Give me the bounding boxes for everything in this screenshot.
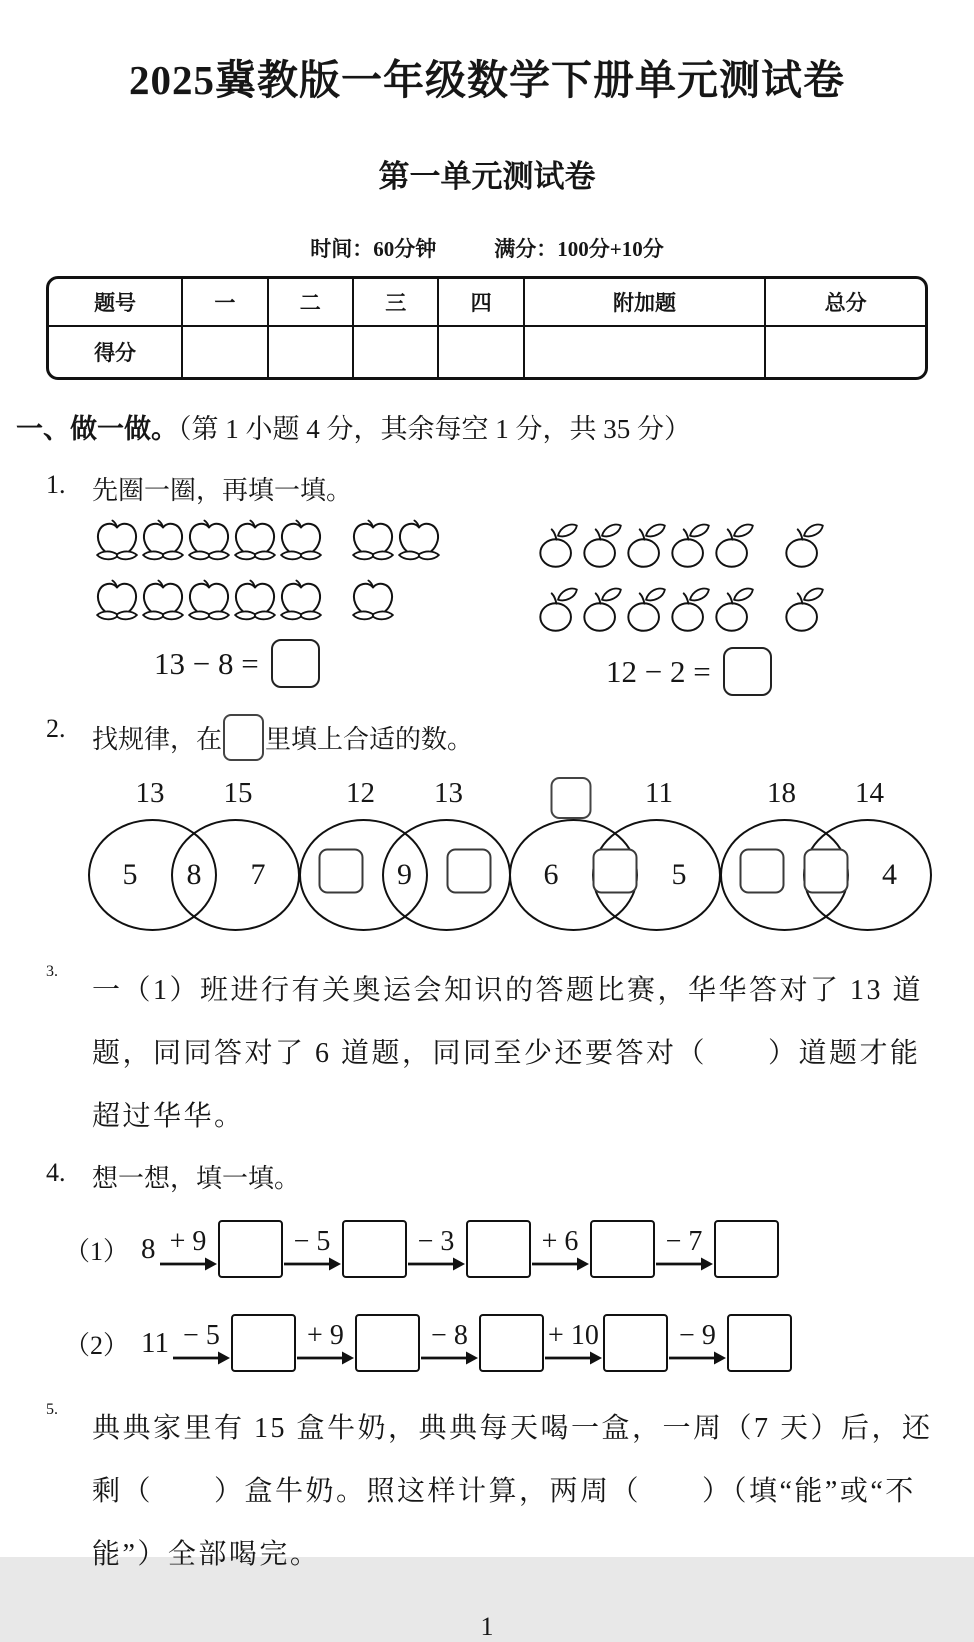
question-1-figure bbox=[16, 519, 958, 696]
apple-figure bbox=[486, 519, 958, 696]
venn-label: 12 bbox=[346, 777, 375, 810]
peach-icon bbox=[94, 519, 140, 565]
fruit-row bbox=[94, 579, 486, 625]
venn-diagram bbox=[299, 775, 510, 945]
score-table bbox=[49, 279, 925, 377]
fruit-group bbox=[94, 579, 324, 625]
question-4-text: 想一想，填一填。 bbox=[92, 1164, 301, 1194]
peach-icon bbox=[94, 579, 140, 625]
apple-icon bbox=[668, 519, 712, 569]
fill-box bbox=[803, 849, 848, 894]
venn-diagrams bbox=[16, 761, 958, 939]
question-1-number: 1. bbox=[46, 470, 66, 500]
answer-box bbox=[271, 639, 320, 688]
score-table-header-cell: 题号 bbox=[49, 279, 182, 326]
question-4 bbox=[16, 1158, 958, 1195]
score-row-label: 得分 bbox=[49, 326, 182, 377]
apple-icon bbox=[668, 583, 712, 633]
fruit-group bbox=[782, 519, 826, 569]
arrow-icon bbox=[656, 1256, 713, 1271]
arrow-icon bbox=[532, 1256, 589, 1271]
question-4-number: 4. bbox=[46, 1158, 66, 1188]
question-2-text-after: 里填上合适的数。 bbox=[265, 725, 474, 755]
apple-rows bbox=[536, 519, 958, 633]
operation-label: − 9 bbox=[679, 1319, 716, 1351]
answer-box bbox=[727, 1314, 792, 1372]
operation-label: − 5 bbox=[183, 1319, 220, 1351]
venn-label: 13 bbox=[434, 777, 463, 810]
operation-arrow bbox=[297, 1321, 354, 1365]
fruit-group bbox=[536, 583, 756, 633]
question-3-text bbox=[92, 959, 958, 1148]
answer-box bbox=[723, 647, 772, 696]
text-line: 典典家里有 15 盒牛奶，典典每天喝一盒，一周（7 天）后，还 bbox=[92, 1413, 933, 1445]
peach-icon bbox=[232, 579, 278, 625]
score-table-header-cell: 二 bbox=[268, 279, 353, 326]
operation-label: + 9 bbox=[307, 1319, 344, 1351]
fill-box-cell bbox=[318, 849, 363, 902]
apple-icon bbox=[712, 583, 756, 633]
answer-box bbox=[479, 1314, 544, 1372]
arrow-icon bbox=[160, 1256, 217, 1271]
text-line: 题，同同答对了 6 道题，同同至少还要答对（ ）道题才能 bbox=[92, 1038, 921, 1070]
fill-box-cell bbox=[446, 849, 491, 902]
answer-box bbox=[342, 1220, 407, 1278]
score-cell bbox=[182, 326, 267, 377]
arrow-icon bbox=[669, 1350, 726, 1365]
fruit-row bbox=[536, 519, 958, 569]
chain-start-number: 8 bbox=[141, 1232, 156, 1265]
text-line: 能”）全部喝完。 bbox=[92, 1539, 321, 1571]
chain-label: （1） bbox=[64, 1236, 130, 1266]
venn-label: 15 bbox=[223, 777, 253, 810]
question-3 bbox=[16, 959, 958, 1148]
venn-number: 9 bbox=[397, 858, 412, 892]
section-heading-note: （第 1 小题 4 分，其余每空 1 分，共 35 分） bbox=[178, 414, 691, 445]
exam-time: 时间：60分钟 bbox=[310, 237, 437, 262]
fruit-row bbox=[94, 519, 486, 565]
operation-label: − 3 bbox=[417, 1225, 455, 1257]
score-table-border bbox=[46, 276, 928, 380]
apple-icon bbox=[536, 519, 580, 569]
question-2 bbox=[16, 714, 958, 761]
text-line: 一（1）班进行有关奥运会知识的答题比赛，华华答对了 13 道 bbox=[92, 975, 924, 1007]
question-5-number: 5. bbox=[46, 1401, 58, 1419]
venn-diagram bbox=[88, 775, 299, 945]
score-table-header-cell: 三 bbox=[353, 279, 438, 326]
exam-full-score: 满分：100分+10分 bbox=[494, 237, 664, 262]
operation-arrow bbox=[421, 1321, 478, 1365]
question-2-text bbox=[92, 714, 958, 761]
fruit-group bbox=[94, 519, 324, 565]
operation-arrow bbox=[173, 1321, 230, 1365]
venn-diagram bbox=[720, 775, 931, 945]
fruit-group bbox=[350, 519, 442, 565]
fill-box-cell bbox=[803, 849, 848, 902]
apple-icon bbox=[782, 519, 826, 569]
venn-label: 13 bbox=[135, 777, 165, 810]
operation-arrow bbox=[656, 1227, 713, 1271]
answer-box bbox=[714, 1220, 779, 1278]
arrow-icon bbox=[284, 1256, 341, 1271]
peach-icon bbox=[140, 579, 186, 625]
apple-icon bbox=[712, 519, 756, 569]
answer-box bbox=[590, 1220, 655, 1278]
equation-peaches bbox=[94, 639, 486, 688]
venn-number: 8 bbox=[186, 858, 202, 892]
operation-label: − 8 bbox=[431, 1319, 468, 1351]
venn-number: 5 bbox=[122, 858, 138, 892]
fill-box bbox=[593, 849, 638, 894]
operation-label: + 9 bbox=[169, 1225, 207, 1257]
peach-icon bbox=[186, 579, 232, 625]
fruit-row bbox=[536, 583, 958, 633]
score-cell bbox=[268, 326, 353, 377]
fill-box bbox=[551, 777, 592, 819]
equation-peaches-text: 13 − 8 = bbox=[154, 645, 259, 681]
question-2-text-before: 找规律，在 bbox=[92, 725, 223, 755]
fruit-group bbox=[350, 579, 396, 625]
peach-icon bbox=[186, 519, 232, 565]
operation-label: − 5 bbox=[293, 1225, 331, 1257]
equation-apples-text: 12 − 2 = bbox=[606, 653, 711, 689]
arrow-icon bbox=[408, 1256, 465, 1271]
score-table-header-cell: 一 bbox=[182, 279, 267, 326]
score-cell bbox=[524, 326, 765, 377]
operation-arrow bbox=[160, 1227, 217, 1271]
number-chain bbox=[16, 1209, 958, 1289]
apple-icon bbox=[782, 583, 826, 633]
arrow-icon bbox=[421, 1350, 478, 1365]
operation-arrow bbox=[545, 1321, 602, 1365]
peach-icon bbox=[350, 579, 396, 625]
answer-box bbox=[603, 1314, 668, 1372]
operation-label: − 7 bbox=[665, 1225, 703, 1257]
operation-arrow bbox=[669, 1321, 726, 1365]
fill-box-cell bbox=[593, 849, 638, 902]
score-table-header-cell: 总分 bbox=[765, 279, 925, 326]
venn-label: 18 bbox=[767, 777, 796, 810]
apple-icon bbox=[624, 519, 668, 569]
question-1 bbox=[16, 470, 958, 507]
unit-title: 第一单元测试卷 bbox=[378, 159, 596, 195]
exam-meta bbox=[16, 233, 958, 263]
answer-box bbox=[218, 1220, 283, 1278]
peach-icon bbox=[350, 519, 396, 565]
fruit-group bbox=[782, 583, 826, 633]
venn-number: 4 bbox=[882, 858, 897, 892]
peach-icon bbox=[278, 519, 324, 565]
fill-box bbox=[739, 849, 784, 894]
operation-arrow bbox=[408, 1227, 465, 1271]
peach-icon bbox=[232, 519, 278, 565]
apple-icon bbox=[580, 583, 624, 633]
score-cell bbox=[353, 326, 438, 377]
peach-rows bbox=[94, 519, 486, 625]
operation-label: + 10 bbox=[548, 1319, 599, 1351]
fill-box bbox=[318, 849, 363, 894]
fill-box bbox=[446, 849, 491, 894]
score-cell bbox=[438, 326, 523, 377]
peach-figure bbox=[16, 519, 486, 696]
section-heading-bold: 一、做一做。 bbox=[16, 414, 178, 445]
arrow-icon bbox=[173, 1350, 230, 1365]
fill-box-cell bbox=[739, 849, 784, 902]
score-cell bbox=[765, 326, 925, 377]
paper-title: 2025冀教版一年级数学下册单元测试卷 bbox=[129, 57, 845, 103]
apple-icon bbox=[624, 583, 668, 633]
question-3-number: 3. bbox=[46, 963, 58, 981]
answer-box bbox=[466, 1220, 531, 1278]
arrow-icon bbox=[297, 1350, 354, 1365]
question-5-text bbox=[92, 1397, 958, 1586]
answer-box bbox=[355, 1314, 420, 1372]
apple-icon bbox=[580, 519, 624, 569]
score-table-header-cell: 附加题 bbox=[524, 279, 765, 326]
peach-icon bbox=[396, 519, 442, 565]
equation-apples bbox=[536, 647, 958, 696]
chain-start-number: 11 bbox=[141, 1326, 169, 1359]
question-1-text: 先圈一圈，再填一填。 bbox=[92, 476, 353, 506]
peach-icon bbox=[140, 519, 186, 565]
venn-number: 5 bbox=[671, 858, 687, 892]
venn-label: 11 bbox=[645, 777, 673, 810]
venn-diagram bbox=[509, 775, 720, 945]
peach-icon bbox=[278, 579, 324, 625]
venn-number: 6 bbox=[543, 858, 559, 892]
apple-icon bbox=[536, 583, 580, 633]
answer-box bbox=[231, 1314, 296, 1372]
chain-label: （2） bbox=[64, 1330, 130, 1360]
text-line: 剩（ ）盒牛奶。照这样计算，两周（ ）（填“能”或“不 bbox=[92, 1476, 916, 1508]
fruit-group bbox=[536, 519, 756, 569]
number-chains bbox=[16, 1209, 958, 1383]
arrow-icon bbox=[545, 1350, 602, 1365]
question-2-number: 2. bbox=[46, 714, 66, 744]
venn-number: 7 bbox=[250, 858, 266, 892]
operation-arrow bbox=[532, 1227, 589, 1271]
operation-arrow bbox=[284, 1227, 341, 1271]
question-5 bbox=[16, 1397, 958, 1586]
score-table-header-cell: 四 bbox=[438, 279, 523, 326]
venn-label: 14 bbox=[855, 777, 884, 810]
number-chain bbox=[16, 1303, 958, 1383]
operation-label: + 6 bbox=[541, 1225, 579, 1257]
page-number: 1 bbox=[480, 1612, 494, 1642]
fill-box bbox=[223, 714, 264, 761]
text-line: 超过华华。 bbox=[92, 1101, 245, 1133]
section-heading bbox=[16, 407, 958, 446]
